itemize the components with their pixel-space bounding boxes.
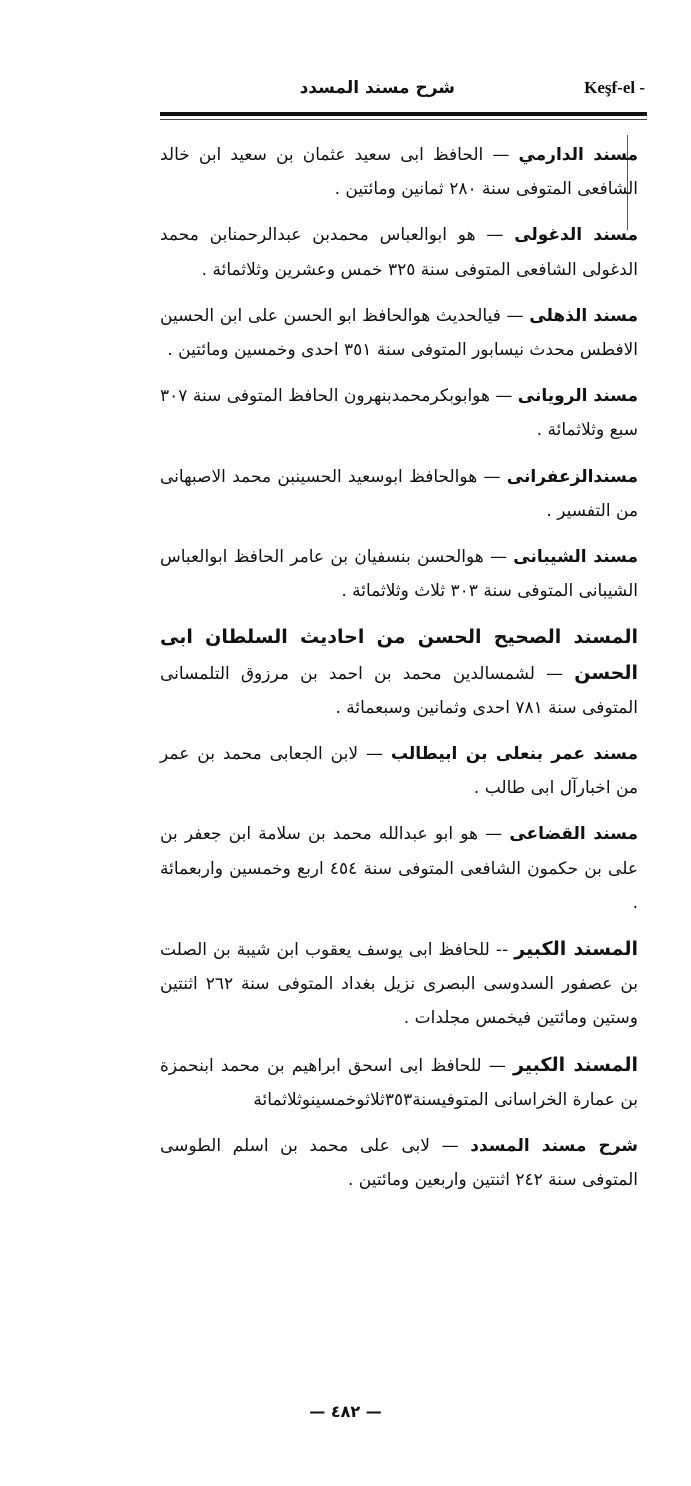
entry bbox=[160, 540, 638, 608]
entry bbox=[160, 817, 638, 920]
entry-heading: شرح مسند المسدد bbox=[470, 1136, 639, 1157]
entry-text: — لابی علی محمد بن اسلم الطوسی المتوفی سنة ٢٤٢ اثنتین واربعین ومائتین . bbox=[160, 1136, 638, 1191]
entry-heading: مسند الشیبانی bbox=[513, 547, 639, 568]
entry-text: — هو ابوالعباس محمدبن عبدالرحمنابن محمد الدغولی الشافعی المتوفی سنة ٣٢٥ خمس وعشرين وثلاثمائة . bbox=[160, 225, 638, 280]
entry-text: — لابن الجعابی محمد بن عمر من اخبارآل ابی طالب . bbox=[160, 744, 638, 799]
entry-heading: المسند الکبیر bbox=[514, 938, 638, 961]
entry-text: — فیالحدیث هوالحافظ ابو الحسن علی ابن الحسین الافطس محدث نیسابور المتوفی سنة ٣٥١ احدی وخمسین ومائتین . bbox=[160, 305, 638, 361]
entry-text: -- للحافظ ابی یوسف یعقوب ابن شیبة بن الصلت بن عصفور السدوسی البصری نزیل بغداد المتوفی سنة ٢٦٢ اثنتین وستین ومائتین فیخمس مجلدات . bbox=[160, 940, 638, 1029]
entry bbox=[160, 379, 638, 447]
entry-text: — الحافظ ابی سعید عثمان بن سعید ابن خالد الشافعی المتوفی سنة ٢٨٠ ثمانین ومائتین . bbox=[160, 145, 638, 200]
entry-heading: مسند الذهلی bbox=[529, 305, 638, 326]
entry bbox=[160, 299, 638, 367]
entry-heading: المسند الصحیح الحسن من احادیث السلطان ابی الحسن bbox=[160, 626, 639, 684]
entry-text: — للحافظ ابی اسحق ابراهیم بن محمد ابنحمزة بن عمارة الخراسانی المتوفیسنة٣٥٣ثلاثوخمسینوثلاثمائة bbox=[160, 1055, 638, 1110]
entry bbox=[160, 460, 638, 528]
entry-text: — هوالحافظ ابوسعید الحسینبن محمد الاصبهانی من التفسیر . bbox=[160, 466, 638, 521]
page-number: — ٤٨٢ — bbox=[309, 1402, 382, 1421]
entry bbox=[160, 737, 638, 805]
running-header bbox=[165, 78, 645, 106]
entry-heading: مسند الدغولی bbox=[514, 225, 639, 246]
entry-heading: مسند القضاعی bbox=[509, 824, 638, 845]
entry-text: — هوابوبکرمحمدبنهرون الحافظ المتوفی سنة ٣٠٧ سبع وثلاثمائة . bbox=[160, 386, 638, 441]
entry bbox=[160, 138, 638, 206]
header-book-name: Keşf-el - bbox=[584, 78, 645, 97]
header-rule-thin bbox=[160, 119, 647, 120]
header-rule bbox=[160, 112, 647, 116]
entry-text: — هوالحسن بنسفیان بن عامر الحافظ ابوالعباس الشیبانی المتوفی سنة ٣٠٣ ثلاث وثلاثمائة . bbox=[160, 547, 638, 602]
entry bbox=[160, 1129, 638, 1197]
entry-text: — هو ابو عبدالله محمد بن سلامة ابن جعفر بن علی بن حکمون الشافعی المتوفی سنة ٤٥٤ اربع وخمسین واربعمائة . bbox=[160, 824, 638, 913]
entry bbox=[160, 620, 638, 725]
entry bbox=[160, 218, 638, 286]
header-title: شرح مسند المسدد bbox=[299, 78, 455, 98]
entry-heading: المسند الکبیر bbox=[513, 1053, 639, 1076]
entry-text: — لشمسالدین محمد بن احمد بن مرزوق التلمسانی المتوفی سنة ٧٨١ احدی وثمانین وسبعمائة . bbox=[160, 663, 638, 718]
entry bbox=[160, 1048, 638, 1117]
entry-heading: مسند الرویانی bbox=[517, 386, 638, 407]
entry-heading: مسند الدارمي bbox=[518, 145, 639, 165]
entry bbox=[160, 932, 638, 1036]
entry-heading: مسندالزعفرانی bbox=[506, 466, 638, 487]
entry-heading: مسند عمر بنعلی بن ابیطالب bbox=[390, 744, 638, 765]
entries-list bbox=[160, 138, 638, 1209]
